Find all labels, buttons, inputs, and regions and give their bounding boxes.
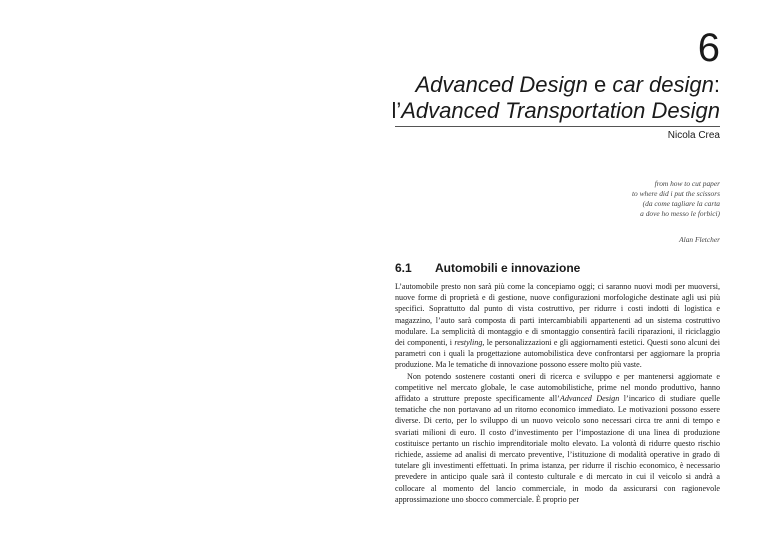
epigraph-line: from how to cut paper [654, 179, 720, 188]
text-run: Non potendo sostenere costanti oneri di ricerca e sviluppo e per mantenersi aggiornate e competitive nel mercato globale, le case automobilistiche, prime nel mondo produttivo, hanno affidato a strutture preposte specificamente all’ [395, 371, 720, 404]
section-heading [395, 261, 580, 275]
text-run: l’incarico di studiare quelle tematiche che non portavano ad un ritorno economico immediato. Le motivazioni possono essere diverse. Di certo, per lo sviluppo di un nuovo veicolo sono necessari circa tre anni di tempo e svariati milioni di euro. Il costo d’investimento per l’impostazione di una linea di produzione costituisce pertanto un rischio imprenditoriale molto elevato. La volontà di ridurre questo rischio richiede, assieme ad analisi di mercato preventive, l’istituzione di modalità operative in grado di tutelare gli investimenti effettuati. In prima istanza, per ridurre il rischio economico, è necessario prevedere in anticipo quale sarà il contesto culturale e di mercato in cui il veicolo si andrà a collocare al momento del lancio commerciale, in modo da assicurarsi con ragionevole approssimazione uno sbocco commerciale. È proprio per [395, 394, 720, 504]
epigraph [632, 179, 720, 245]
italic-term: restyling [454, 338, 483, 348]
title-italic-advanced-design: Advanced Design [415, 72, 588, 97]
epigraph-line: a dove ho messo le forbici) [640, 209, 720, 218]
title-rule [395, 126, 720, 127]
epigraph-attribution: Alan Fletcher [679, 235, 720, 244]
chapter-title-line-2 [391, 98, 720, 124]
title-article: l’ [391, 98, 402, 123]
paragraph [395, 371, 720, 505]
section-number: 6.1 [395, 261, 412, 275]
epigraph-line: (da come tagliare la carta [642, 199, 720, 208]
section-title: Automobili e innovazione [435, 261, 581, 275]
title-colon: : [713, 72, 720, 97]
epigraph-line: to where did i put the scissors [631, 189, 720, 198]
chapter-title [391, 72, 720, 124]
chapter-title-line-1 [391, 72, 720, 98]
paragraph [395, 281, 720, 371]
title-italic-car-design: car design [612, 72, 714, 97]
italic-term: Advanced Design [559, 394, 620, 404]
body-text [395, 281, 720, 505]
text-run: , le personalizzazioni e gli aggiornamenti estetici. Questi sono alcuni dei parametri con i quali la progettazione automobilistica deve confrontarsi per aggiornare la propria produzione. Ma le tematiche di innovazione possono essere molto più vaste. [395, 338, 720, 370]
text-run: L’automobile presto non sarà più come la concepiamo oggi; ci saranno nuovi modi per muoversi, nuove forme di proprietà e di gestione, nuove configurazioni morfologiche destinate agli usi più specifici. Soprattutto dal punto di vista costruttivo, per ridurre i costi indotti di logistica e magazzino, l’auto sarà composta di parti intercambiabili appartenenti ad un sistema costruttivo modulare. La semplicità di montaggio e di smontaggio consentirà facili riparazioni, il riciclaggio dei componenti, i [395, 282, 720, 348]
chapter-number: 6 [697, 26, 720, 70]
chapter-author: Nicola Crea [667, 130, 720, 141]
title-connector: e [587, 72, 613, 97]
title-italic-advanced-transportation-design: Advanced Transportation Design [401, 98, 720, 123]
